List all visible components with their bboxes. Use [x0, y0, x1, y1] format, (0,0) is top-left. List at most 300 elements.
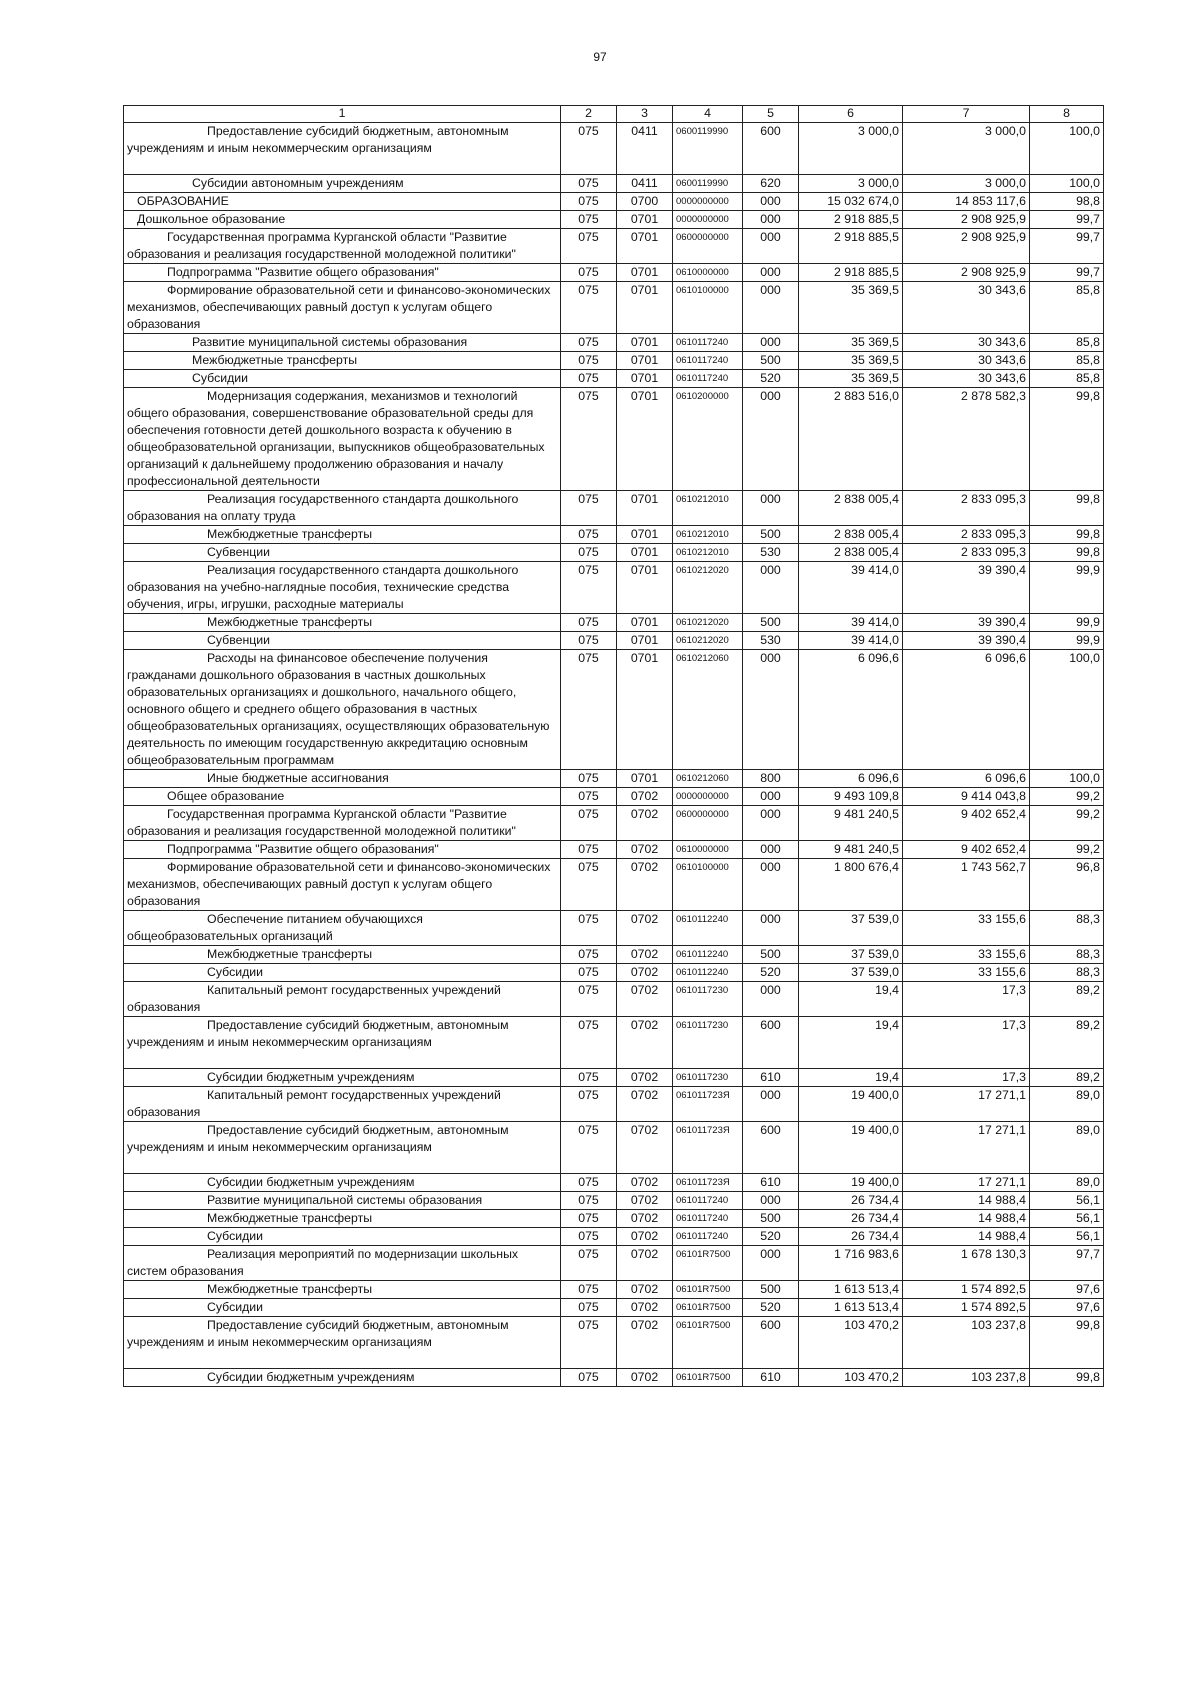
section-code-cell: 0701	[617, 282, 673, 334]
column-header: 5	[743, 106, 799, 123]
executed-amount-cell: 1 743 562,7	[903, 859, 1030, 911]
row-name-cell	[124, 1317, 561, 1369]
chapter-code-cell: 075	[561, 193, 617, 211]
executed-amount-cell: 17 271,1	[903, 1122, 1030, 1174]
row-name-cell	[124, 982, 561, 1017]
target-article-cell: 0610117240	[673, 1192, 743, 1210]
target-article-cell: 0610212010	[673, 526, 743, 544]
row-name-text: Капитальный ремонт государственных учреждений образования	[127, 1088, 501, 1119]
row-name-cell	[124, 1299, 561, 1317]
table-row	[124, 229, 1104, 264]
execution-percent-cell: 99,8	[1030, 388, 1104, 491]
row-name-text: Субсидии бюджетным учреждениям	[207, 1070, 415, 1084]
planned-amount-cell: 103 470,2	[799, 1317, 903, 1369]
execution-percent-cell: 56,1	[1030, 1228, 1104, 1246]
expense-type-cell: 000	[743, 1246, 799, 1281]
table-row	[124, 982, 1104, 1017]
section-code-cell: 0411	[617, 175, 673, 193]
executed-amount-cell: 17,3	[903, 982, 1030, 1017]
table-row	[124, 806, 1104, 841]
chapter-code-cell: 075	[561, 788, 617, 806]
expense-type-cell: 610	[743, 1369, 799, 1387]
row-name-text: Подпрограмма "Развитие общего образования"	[167, 842, 439, 856]
target-article-cell: 0610212020	[673, 632, 743, 650]
expense-type-cell: 520	[743, 1228, 799, 1246]
section-code-cell: 0702	[617, 964, 673, 982]
executed-amount-cell: 9 402 652,4	[903, 806, 1030, 841]
expense-type-cell: 000	[743, 193, 799, 211]
row-name-cell	[124, 1087, 561, 1122]
executed-amount-cell: 33 155,6	[903, 964, 1030, 982]
chapter-code-cell: 075	[561, 1210, 617, 1228]
section-code-cell: 0702	[617, 1246, 673, 1281]
target-article-cell: 0610100000	[673, 859, 743, 911]
table-row	[124, 388, 1104, 491]
planned-amount-cell: 35 369,5	[799, 370, 903, 388]
row-name-text: Модернизация содержания, механизмов и технологий общего образования, совершенствование образовательной среды для обеспечения готовности детей дошкольного возраста к обучению в общеобразовательной организации, выпускников общеобразовательных организаций к дальнейшему продолжению образования и началу профессиональной деятельности	[127, 389, 545, 488]
expense-type-cell: 800	[743, 770, 799, 788]
execution-percent-cell: 97,6	[1030, 1281, 1104, 1299]
column-header: 8	[1030, 106, 1104, 123]
row-name-text: Межбюджетные трансферты	[207, 527, 373, 541]
executed-amount-cell: 2 908 925,9	[903, 229, 1030, 264]
row-name-cell	[124, 1210, 561, 1228]
table-row	[124, 1228, 1104, 1246]
execution-percent-cell: 56,1	[1030, 1210, 1104, 1228]
section-code-cell: 0701	[617, 562, 673, 614]
section-code-cell: 0701	[617, 264, 673, 282]
table-row	[124, 964, 1104, 982]
chapter-code-cell: 075	[561, 370, 617, 388]
execution-percent-cell: 99,8	[1030, 526, 1104, 544]
column-header: 1	[124, 106, 561, 123]
section-code-cell: 0702	[617, 1087, 673, 1122]
expense-type-cell: 610	[743, 1069, 799, 1087]
section-code-cell: 0702	[617, 841, 673, 859]
planned-amount-cell: 2 918 885,5	[799, 264, 903, 282]
table-row	[124, 123, 1104, 175]
execution-percent-cell: 97,6	[1030, 1299, 1104, 1317]
planned-amount-cell: 19,4	[799, 1069, 903, 1087]
planned-amount-cell: 6 096,6	[799, 770, 903, 788]
executed-amount-cell: 33 155,6	[903, 911, 1030, 946]
row-name-text: Предоставление субсидий бюджетным, автономным учреждениям и иным некоммерческим организациям	[127, 124, 509, 155]
section-code-cell: 0701	[617, 334, 673, 352]
planned-amount-cell: 37 539,0	[799, 946, 903, 964]
section-code-cell: 0702	[617, 806, 673, 841]
table-row	[124, 1174, 1104, 1192]
target-article-cell: 0600000000	[673, 229, 743, 264]
target-article-cell: 06101R7500	[673, 1246, 743, 1281]
execution-percent-cell: 88,3	[1030, 946, 1104, 964]
chapter-code-cell: 075	[561, 946, 617, 964]
table-row	[124, 562, 1104, 614]
execution-percent-cell: 100,0	[1030, 123, 1104, 175]
row-name-cell	[124, 1228, 561, 1246]
chapter-code-cell: 075	[561, 388, 617, 491]
table-row	[124, 859, 1104, 911]
execution-percent-cell: 99,2	[1030, 788, 1104, 806]
table-row	[124, 544, 1104, 562]
target-article-cell: 0610200000	[673, 388, 743, 491]
table-row	[124, 841, 1104, 859]
executed-amount-cell: 2 878 582,3	[903, 388, 1030, 491]
chapter-code-cell: 075	[561, 1317, 617, 1369]
execution-percent-cell: 99,8	[1030, 1317, 1104, 1369]
chapter-code-cell: 075	[561, 334, 617, 352]
row-name-text: Предоставление субсидий бюджетным, автономным учреждениям и иным некоммерческим организациям	[127, 1123, 509, 1154]
executed-amount-cell: 30 343,6	[903, 352, 1030, 370]
row-name-text: Расходы на финансовое обеспечение получения гражданами дошкольного образования в частных дошкольных образовательных организациях и дошкольного, начального общего, основного общего и среднего общего образования в частных общеобразовательных организациях, осуществляющих образовательную деятельность по имеющим государственную аккредитацию основным общеобразовательным программам	[127, 651, 550, 767]
execution-percent-cell: 99,9	[1030, 562, 1104, 614]
expense-type-cell: 500	[743, 1281, 799, 1299]
expense-type-cell: 600	[743, 1122, 799, 1174]
executed-amount-cell: 1 678 130,3	[903, 1246, 1030, 1281]
row-name-text: Субсидии автономным учреждениям	[192, 176, 404, 190]
chapter-code-cell: 075	[561, 1069, 617, 1087]
execution-percent-cell: 89,2	[1030, 982, 1104, 1017]
chapter-code-cell: 075	[561, 211, 617, 229]
execution-percent-cell: 99,8	[1030, 1369, 1104, 1387]
execution-percent-cell: 97,7	[1030, 1246, 1104, 1281]
executed-amount-cell: 14 988,4	[903, 1210, 1030, 1228]
chapter-code-cell: 075	[561, 1281, 617, 1299]
column-header: 2	[561, 106, 617, 123]
expense-type-cell: 000	[743, 982, 799, 1017]
target-article-cell: 0000000000	[673, 788, 743, 806]
expense-type-cell: 000	[743, 650, 799, 770]
executed-amount-cell: 30 343,6	[903, 282, 1030, 334]
row-name-text: Межбюджетные трансферты	[192, 353, 358, 367]
execution-percent-cell: 89,0	[1030, 1087, 1104, 1122]
expense-type-cell: 600	[743, 1017, 799, 1069]
target-article-cell: 0610212060	[673, 770, 743, 788]
row-name-cell	[124, 334, 561, 352]
chapter-code-cell: 075	[561, 859, 617, 911]
row-name-cell	[124, 491, 561, 526]
execution-percent-cell: 89,2	[1030, 1069, 1104, 1087]
table-row	[124, 526, 1104, 544]
target-article-cell: 0610117240	[673, 1228, 743, 1246]
table-row	[124, 1087, 1104, 1122]
executed-amount-cell: 30 343,6	[903, 334, 1030, 352]
section-code-cell: 0701	[617, 352, 673, 370]
row-name-text: Межбюджетные трансферты	[207, 947, 373, 961]
row-name-cell	[124, 911, 561, 946]
target-article-cell: 0610117230	[673, 1069, 743, 1087]
target-article-cell: 0610112240	[673, 964, 743, 982]
row-name-text: Межбюджетные трансферты	[207, 1282, 373, 1296]
planned-amount-cell: 2 918 885,5	[799, 211, 903, 229]
executed-amount-cell: 17,3	[903, 1017, 1030, 1069]
executed-amount-cell: 39 390,4	[903, 562, 1030, 614]
section-code-cell: 0702	[617, 911, 673, 946]
table-row	[124, 1246, 1104, 1281]
execution-percent-cell: 99,8	[1030, 544, 1104, 562]
planned-amount-cell: 2 838 005,4	[799, 491, 903, 526]
planned-amount-cell: 19 400,0	[799, 1122, 903, 1174]
table-row	[124, 632, 1104, 650]
section-code-cell: 0701	[617, 229, 673, 264]
chapter-code-cell: 075	[561, 352, 617, 370]
target-article-cell: 0610117240	[673, 334, 743, 352]
target-article-cell: 0610000000	[673, 264, 743, 282]
row-name-text: Субсидии	[207, 1300, 264, 1314]
chapter-code-cell: 075	[561, 1174, 617, 1192]
execution-percent-cell: 99,9	[1030, 614, 1104, 632]
executed-amount-cell: 2 908 925,9	[903, 264, 1030, 282]
planned-amount-cell: 2 883 516,0	[799, 388, 903, 491]
chapter-code-cell: 075	[561, 562, 617, 614]
row-name-cell	[124, 229, 561, 264]
page-number: 97	[593, 50, 607, 64]
chapter-code-cell: 075	[561, 491, 617, 526]
row-name-text: ОБРАЗОВАНИЕ	[137, 194, 229, 208]
chapter-code-cell: 075	[561, 982, 617, 1017]
row-name-text: Межбюджетные трансферты	[207, 615, 373, 629]
row-name-text: Предоставление субсидий бюджетным, автономным учреждениям и иным некоммерческим организациям	[127, 1018, 509, 1049]
chapter-code-cell: 075	[561, 282, 617, 334]
execution-percent-cell: 85,8	[1030, 282, 1104, 334]
planned-amount-cell: 1 613 513,4	[799, 1281, 903, 1299]
table-row	[124, 946, 1104, 964]
chapter-code-cell: 075	[561, 1017, 617, 1069]
expense-type-cell: 500	[743, 946, 799, 964]
executed-amount-cell: 2 833 095,3	[903, 491, 1030, 526]
row-name-cell	[124, 526, 561, 544]
planned-amount-cell: 35 369,5	[799, 334, 903, 352]
chapter-code-cell: 075	[561, 175, 617, 193]
expense-type-cell: 500	[743, 1210, 799, 1228]
execution-percent-cell: 85,8	[1030, 352, 1104, 370]
row-name-cell	[124, 388, 561, 491]
execution-percent-cell: 56,1	[1030, 1192, 1104, 1210]
table-row	[124, 788, 1104, 806]
executed-amount-cell: 14 853 117,6	[903, 193, 1030, 211]
row-name-cell	[124, 123, 561, 175]
row-name-cell	[124, 806, 561, 841]
execution-percent-cell: 88,3	[1030, 911, 1104, 946]
executed-amount-cell: 14 988,4	[903, 1228, 1030, 1246]
planned-amount-cell: 19,4	[799, 982, 903, 1017]
chapter-code-cell: 075	[561, 1087, 617, 1122]
executed-amount-cell: 2 833 095,3	[903, 526, 1030, 544]
target-article-cell: 06101R7500	[673, 1299, 743, 1317]
section-code-cell: 0701	[617, 544, 673, 562]
row-name-text: Субвенции	[207, 633, 271, 647]
row-name-cell	[124, 650, 561, 770]
row-name-text: Реализация государственного стандарта дошкольного образования на оплату труда	[127, 492, 519, 523]
row-name-text: Реализация государственного стандарта дошкольного образования на учебно-наглядные пособия, технические средства обучения, игры, игрушки, расходные материалы	[127, 563, 519, 611]
planned-amount-cell: 3 000,0	[799, 175, 903, 193]
row-name-cell	[124, 632, 561, 650]
execution-percent-cell: 100,0	[1030, 175, 1104, 193]
section-code-cell: 0702	[617, 788, 673, 806]
section-code-cell: 0701	[617, 650, 673, 770]
planned-amount-cell: 26 734,4	[799, 1228, 903, 1246]
target-article-cell: 0000000000	[673, 193, 743, 211]
chapter-code-cell: 075	[561, 632, 617, 650]
execution-percent-cell: 99,7	[1030, 264, 1104, 282]
expense-type-cell: 520	[743, 370, 799, 388]
table-row	[124, 1210, 1104, 1228]
expense-type-cell: 000	[743, 334, 799, 352]
row-name-cell	[124, 614, 561, 632]
row-name-cell	[124, 211, 561, 229]
target-article-cell: 061011723Я	[673, 1174, 743, 1192]
chapter-code-cell: 075	[561, 614, 617, 632]
section-code-cell: 0702	[617, 946, 673, 964]
row-name-cell	[124, 370, 561, 388]
column-header: 7	[903, 106, 1030, 123]
section-code-cell: 0702	[617, 1228, 673, 1246]
planned-amount-cell: 9 493 109,8	[799, 788, 903, 806]
row-name-text: Субсидии	[207, 965, 264, 979]
executed-amount-cell: 103 237,8	[903, 1317, 1030, 1369]
row-name-text: Капитальный ремонт государственных учреждений образования	[127, 983, 501, 1014]
execution-percent-cell: 96,8	[1030, 859, 1104, 911]
section-code-cell: 0702	[617, 1299, 673, 1317]
execution-percent-cell: 89,0	[1030, 1122, 1104, 1174]
row-name-text: Формирование образовательной сети и финансово-экономических механизмов, обеспечивающих равный доступ к услугам общего образования	[127, 860, 551, 908]
table-row	[124, 1069, 1104, 1087]
expense-type-cell: 620	[743, 175, 799, 193]
section-code-cell: 0702	[617, 1069, 673, 1087]
planned-amount-cell: 39 414,0	[799, 562, 903, 614]
target-article-cell: 0610112240	[673, 946, 743, 964]
planned-amount-cell: 9 481 240,5	[799, 841, 903, 859]
row-name-cell	[124, 1246, 561, 1281]
row-name-text: Реализация мероприятий по модернизации школьных систем образования	[127, 1247, 519, 1278]
row-name-cell	[124, 946, 561, 964]
section-code-cell: 0701	[617, 388, 673, 491]
table-row	[124, 334, 1104, 352]
execution-percent-cell: 88,3	[1030, 964, 1104, 982]
table-row	[124, 175, 1104, 193]
execution-percent-cell: 99,2	[1030, 806, 1104, 841]
chapter-code-cell: 075	[561, 841, 617, 859]
table-row	[124, 1281, 1104, 1299]
target-article-cell: 061011723Я	[673, 1122, 743, 1174]
expense-type-cell: 000	[743, 211, 799, 229]
planned-amount-cell: 19 400,0	[799, 1174, 903, 1192]
row-name-cell	[124, 562, 561, 614]
row-name-cell	[124, 788, 561, 806]
executed-amount-cell: 2 833 095,3	[903, 544, 1030, 562]
row-name-text: Предоставление субсидий бюджетным, автономным учреждениям и иным некоммерческим организациям	[127, 1318, 509, 1349]
chapter-code-cell: 075	[561, 544, 617, 562]
execution-percent-cell: 85,8	[1030, 370, 1104, 388]
executed-amount-cell: 6 096,6	[903, 650, 1030, 770]
chapter-code-cell: 075	[561, 1192, 617, 1210]
planned-amount-cell: 35 369,5	[799, 352, 903, 370]
expense-type-cell: 000	[743, 562, 799, 614]
row-name-text: Государственная программа Курганской области "Развитие образования и реализация государственной молодежной политики"	[127, 807, 516, 838]
chapter-code-cell: 075	[561, 123, 617, 175]
table-row	[124, 282, 1104, 334]
execution-percent-cell: 98,8	[1030, 193, 1104, 211]
table-row	[124, 650, 1104, 770]
chapter-code-cell: 075	[561, 1228, 617, 1246]
executed-amount-cell: 6 096,6	[903, 770, 1030, 788]
execution-percent-cell: 89,2	[1030, 1017, 1104, 1069]
expense-type-cell: 600	[743, 123, 799, 175]
execution-percent-cell: 89,0	[1030, 1174, 1104, 1192]
chapter-code-cell: 075	[561, 1369, 617, 1387]
table-row	[124, 193, 1104, 211]
section-code-cell: 0411	[617, 123, 673, 175]
column-header: 4	[673, 106, 743, 123]
header-row	[124, 106, 1104, 123]
expense-type-cell: 610	[743, 1174, 799, 1192]
row-name-cell	[124, 1281, 561, 1299]
planned-amount-cell: 1 800 676,4	[799, 859, 903, 911]
executed-amount-cell: 17 271,1	[903, 1087, 1030, 1122]
section-code-cell: 0701	[617, 632, 673, 650]
chapter-code-cell: 075	[561, 1122, 617, 1174]
section-code-cell: 0701	[617, 526, 673, 544]
executed-amount-cell: 17,3	[903, 1069, 1030, 1087]
planned-amount-cell: 37 539,0	[799, 911, 903, 946]
section-code-cell: 0702	[617, 1369, 673, 1387]
section-code-cell: 0702	[617, 1210, 673, 1228]
chapter-code-cell: 075	[561, 650, 617, 770]
executed-amount-cell: 9 414 043,8	[903, 788, 1030, 806]
section-code-cell: 0702	[617, 1317, 673, 1369]
executed-amount-cell: 39 390,4	[903, 614, 1030, 632]
chapter-code-cell: 075	[561, 911, 617, 946]
expense-type-cell: 000	[743, 1087, 799, 1122]
table-row	[124, 264, 1104, 282]
row-name-text: Субсидии	[192, 371, 249, 385]
target-article-cell: 0610212010	[673, 544, 743, 562]
row-name-text: Дошкольное образование	[137, 212, 286, 226]
executed-amount-cell: 33 155,6	[903, 946, 1030, 964]
target-article-cell: 0610117230	[673, 1017, 743, 1069]
section-code-cell: 0702	[617, 1192, 673, 1210]
target-article-cell: 0610112240	[673, 911, 743, 946]
target-article-cell: 06101R7500	[673, 1281, 743, 1299]
target-article-cell: 0610100000	[673, 282, 743, 334]
planned-amount-cell: 37 539,0	[799, 964, 903, 982]
execution-percent-cell: 99,2	[1030, 841, 1104, 859]
table-row	[124, 370, 1104, 388]
row-name-cell	[124, 193, 561, 211]
target-article-cell: 061011723Я	[673, 1087, 743, 1122]
expense-type-cell: 000	[743, 841, 799, 859]
target-article-cell: 0610000000	[673, 841, 743, 859]
planned-amount-cell: 1 613 513,4	[799, 1299, 903, 1317]
table-row	[124, 1369, 1104, 1387]
row-name-text: Межбюджетные трансферты	[207, 1211, 373, 1225]
expense-type-cell: 500	[743, 526, 799, 544]
planned-amount-cell: 26 734,4	[799, 1192, 903, 1210]
execution-percent-cell: 85,8	[1030, 334, 1104, 352]
target-article-cell: 06101R7500	[673, 1369, 743, 1387]
column-header: 3	[617, 106, 673, 123]
section-code-cell: 0701	[617, 770, 673, 788]
row-name-text: Субсидии бюджетным учреждениям	[207, 1175, 415, 1189]
planned-amount-cell: 19 400,0	[799, 1087, 903, 1122]
row-name-text: Государственная программа Курганской области "Развитие образования и реализация государственной молодежной политики"	[127, 230, 516, 261]
row-name-cell	[124, 1369, 561, 1387]
executed-amount-cell: 3 000,0	[903, 175, 1030, 193]
planned-amount-cell: 39 414,0	[799, 614, 903, 632]
chapter-code-cell: 075	[561, 1246, 617, 1281]
expense-type-cell: 000	[743, 388, 799, 491]
expense-type-cell: 500	[743, 352, 799, 370]
target-article-cell: 0610117240	[673, 1210, 743, 1228]
